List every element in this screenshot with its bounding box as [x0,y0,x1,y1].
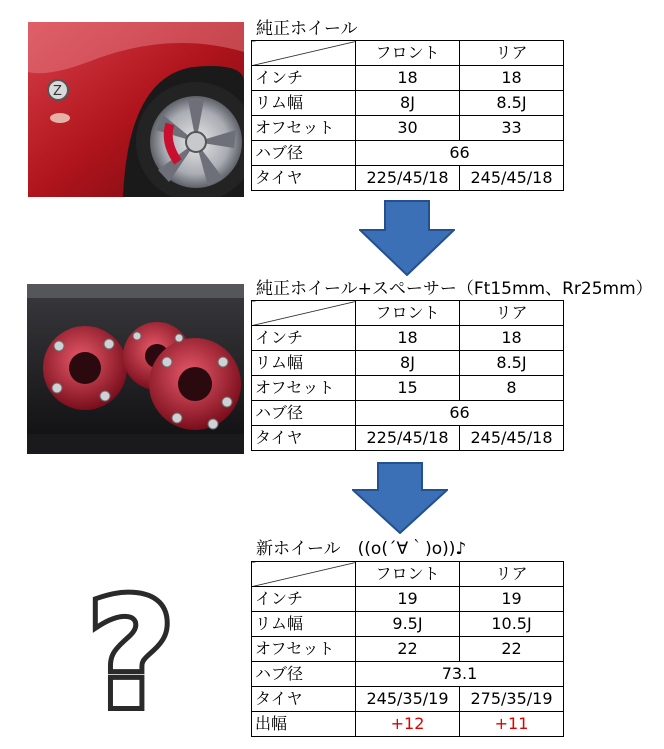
front-value: 225/45/18 [356,426,460,451]
merged-value: 66 [356,401,564,426]
row-label: インチ [252,326,356,351]
car-wheel-photo [28,22,244,197]
rear-value: 19 [460,587,564,612]
front-value: 225/45/18 [356,166,460,191]
rear-value: 245/45/18 [460,166,564,191]
row-label: オフセット [252,637,356,662]
front-value: 19 [356,587,460,612]
question-mark-icon [76,588,186,718]
section-1-title: 純正ホイール [256,19,358,39]
row-label: インチ [252,587,356,612]
row-label: 出幅 [252,712,356,737]
header-front: フロント [356,562,460,587]
table-row [252,637,564,662]
rear-value: 8.5J [460,91,564,116]
table-row [252,66,564,91]
row-label: タイヤ [252,426,356,451]
section-2-title: 純正ホイール+スペーサー（Ft15mm、Rr25mm） [256,279,653,299]
row-label: リム幅 [252,612,356,637]
front-value: 15 [356,376,460,401]
section-3-title: 新ホイール ((o(´∀｀)o))♪ [256,539,467,559]
merged-value: 73.1 [356,662,564,687]
rear-value: 8.5J [460,351,564,376]
front-value: 30 [356,116,460,141]
row-label: リム幅 [252,91,356,116]
rear-value: 275/35/19 [460,687,564,712]
rear-offset-delta: +11 [460,712,564,737]
row-label: ハブ径 [252,141,356,166]
table-row [252,612,564,637]
row-label: オフセット [252,376,356,401]
table-row [252,376,564,401]
table-row [252,116,564,141]
header-front: フロント [356,301,460,326]
table-row [252,687,564,712]
table-header-row [252,562,564,587]
front-value: 9.5J [356,612,460,637]
table-header-row [252,41,564,66]
table-row [252,351,564,376]
merged-value: 66 [356,141,564,166]
svg-text:Z: Z [53,84,62,99]
diagonal-header-cell [252,41,356,66]
front-value: 18 [356,326,460,351]
row-label: オフセット [252,116,356,141]
front-value: 8J [356,91,460,116]
header-rear: リア [460,41,564,66]
table-row [252,91,564,116]
row-label: タイヤ [252,687,356,712]
row-label: ハブ径 [252,662,356,687]
header-rear: リア [460,562,564,587]
table-row [252,587,564,612]
rear-value: 18 [460,66,564,91]
header-front: フロント [356,41,460,66]
front-value: 245/35/19 [356,687,460,712]
table-row [252,326,564,351]
svg-text:?: ? [87,588,175,718]
row-label: タイヤ [252,166,356,191]
rear-value: 245/45/18 [460,426,564,451]
table-header-row [252,301,564,326]
rear-value: 22 [460,637,564,662]
table-row [252,166,564,191]
table-row [252,426,564,451]
table-row [252,141,564,166]
spec-table-2 [251,300,564,451]
table-row [252,712,564,737]
row-label: ハブ径 [252,401,356,426]
spec-table-1 [251,40,564,191]
front-value: 22 [356,637,460,662]
down-arrow-icon [359,200,455,276]
row-label: リム幅 [252,351,356,376]
table-row [252,401,564,426]
table-row [252,662,564,687]
diagonal-header-cell [252,562,356,587]
rear-value: 18 [460,326,564,351]
row-label: インチ [252,66,356,91]
front-value: 8J [356,351,460,376]
diagonal-header-cell [252,301,356,326]
spec-table-3 [251,561,564,737]
rear-value: 33 [460,116,564,141]
down-arrow-icon [352,462,448,534]
wheel-spacer-photo [27,284,244,454]
front-value: 18 [356,66,460,91]
header-rear: リア [460,301,564,326]
rear-value: 10.5J [460,612,564,637]
rear-value: 8 [460,376,564,401]
front-offset-delta: +12 [356,712,460,737]
